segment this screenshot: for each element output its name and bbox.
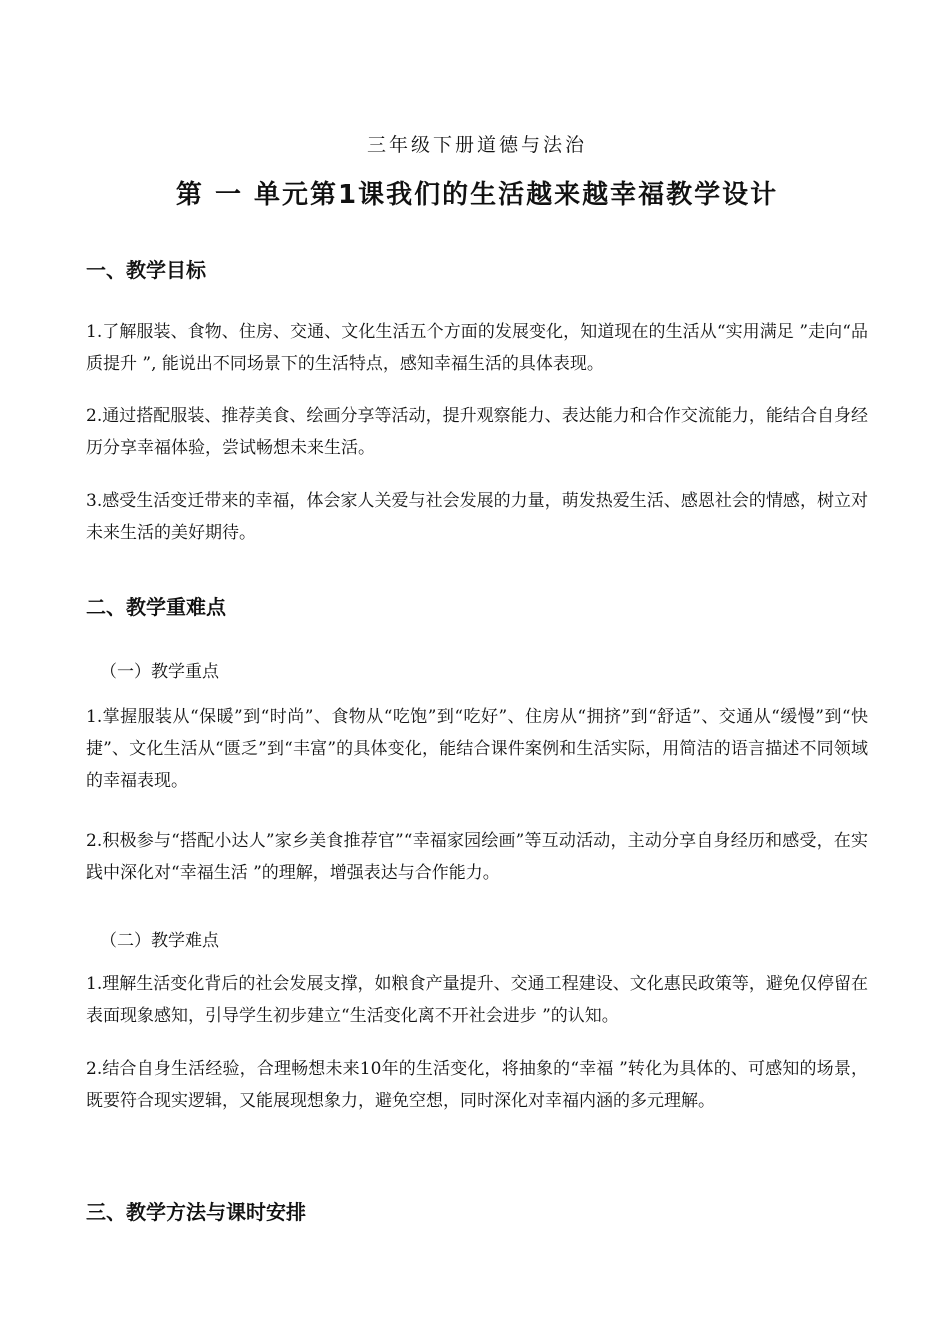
section-heading-methods: 三、教学方法与课时安排 (86, 1200, 306, 1224)
objective-paragraph-1: 1.了解服装、食物、住房、交通、文化生活五个方面的发展变化，知道现在的生活从“实用满足 ”走向“品质提升 ”, 能说出不同场景下的生活特点，感知幸福生活的具体表现。 (86, 322, 868, 374)
section-heading-objectives: 一、教学目标 (86, 258, 206, 282)
objective-paragraph-2: 2.通过搭配服装、推荐美食、绘画分享等活动，提升观察能力、表达能力和合作交流能力，能结合自身经历分享幸福体验，尝试畅想未来生活。 (86, 406, 868, 458)
objective-paragraph-3: 3.感受生活变迁带来的幸福，体会家人关爱与社会发展的力量，萌发热爱生活、感恩社会的情感，树立对未来生活的美好期待。 (86, 491, 868, 543)
key-point-paragraph-1: 1.掌握服装从“保暖”到“时尚”、食物从“吃饱”到“吃好”、住房从“拥挤”到“舒适”、交通从“缓慢”到“快捷”、文化生活从“匮乏”到“丰富”的具体变化，能结合课件案例和生活实际，用简洁的语言描述不同领域的幸福表现。 (86, 707, 868, 791)
difficulty-paragraph-2: 2.结合自身生活经验，合理畅想未来10年的生活变化，将抽象的“幸福 ”转化为具体的、可感知的场景，既要符合现实逻辑，又能展现想象力，避免空想，同时深化对幸福内涵的多元理解。 (86, 1059, 868, 1111)
document-subtitle: 三年级下册道德与法治 (366, 134, 587, 156)
difficulty-paragraph-1: 1.理解生活变化背后的社会发展支撑，如粮食产量提升、交通工程建设、文化惠民政策等，避免仅停留在表面现象感知，引导学生初步建立“生活变化离不开社会进步 ”的认知。 (86, 974, 868, 1026)
subsection-heading-key-points: （一）教学重点 (100, 662, 219, 682)
document-title: 第 一 单元第1课我们的生活越来越幸福教学设计 (175, 180, 779, 210)
key-point-paragraph-2: 2.积极参与“搭配小达人”家乡美食推荐官”“幸福家园绘画”等互动活动，主动分享自身经历和感受，在实践中深化对“幸福生活 ”的理解，增强表达与合作能力。 (86, 831, 868, 883)
subsection-heading-difficulties: （二）教学难点 (100, 931, 219, 951)
section-heading-key-points: 二、教学重难点 (86, 595, 226, 619)
